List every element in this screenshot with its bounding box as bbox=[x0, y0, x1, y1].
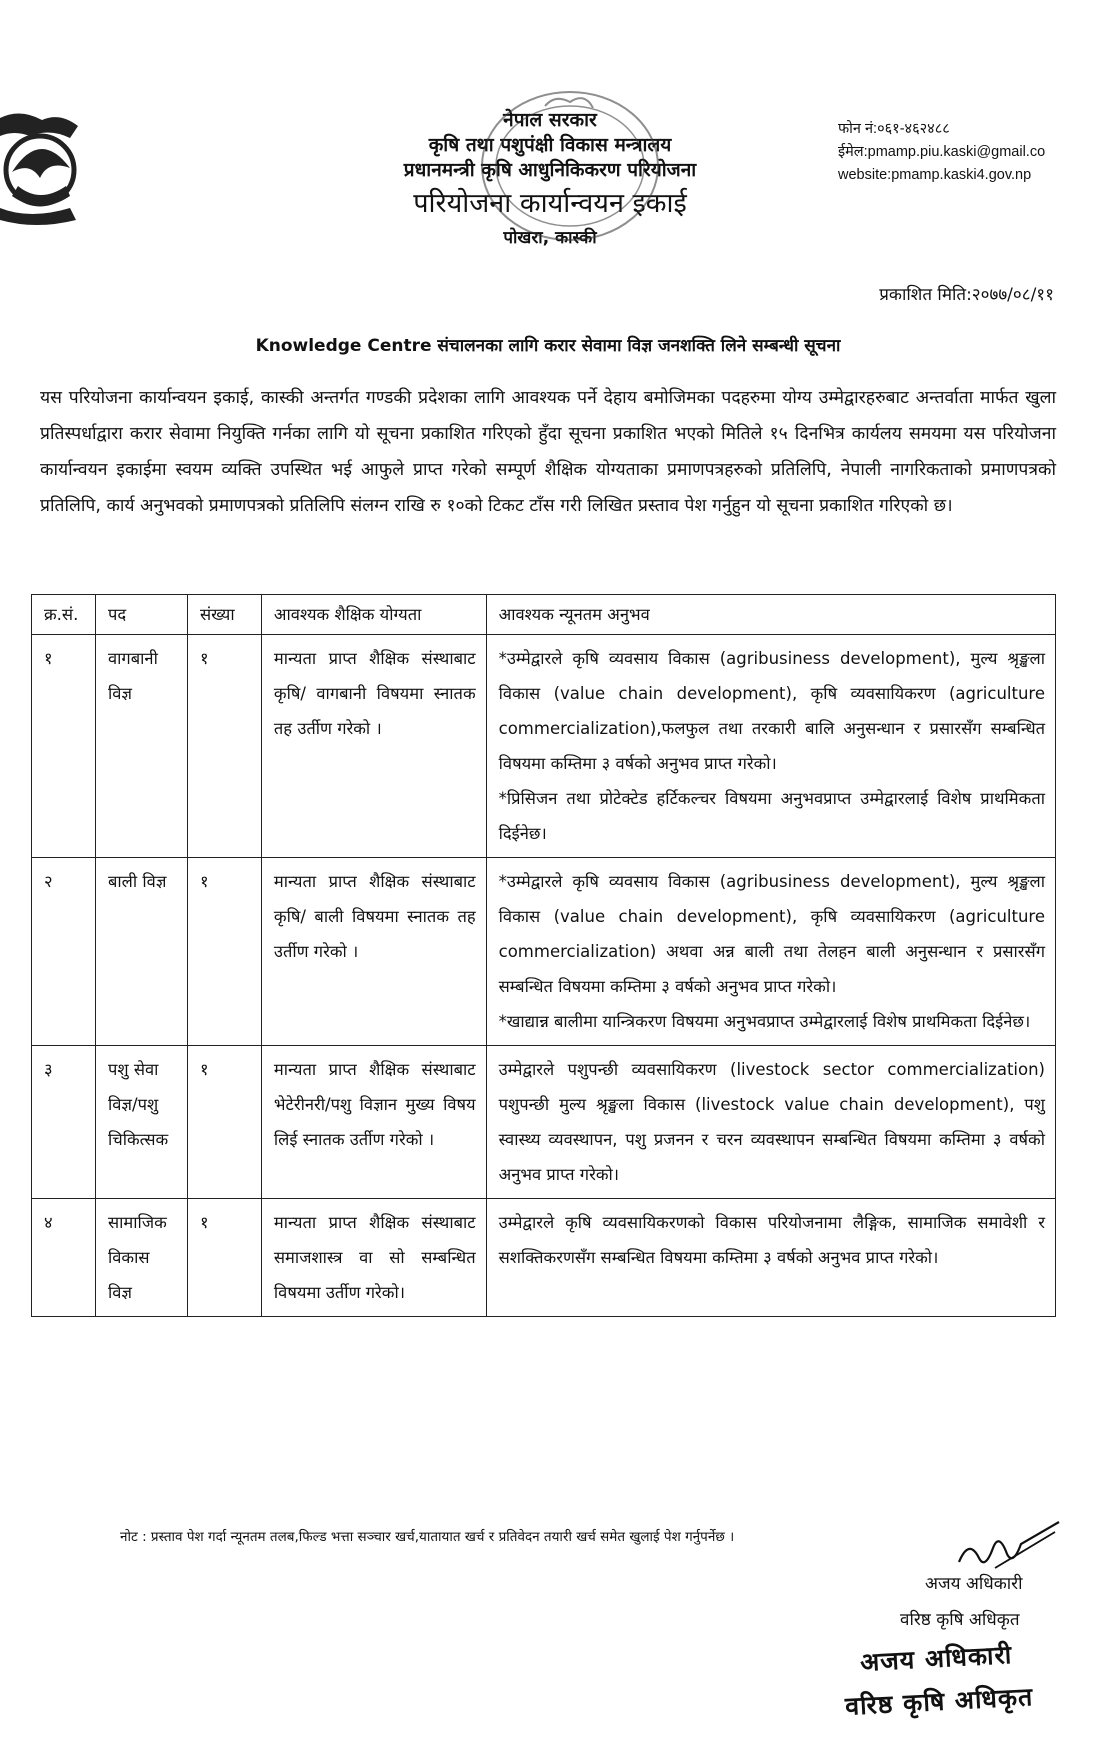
office-stamp-seal bbox=[475, 86, 665, 246]
table-row bbox=[32, 1046, 1056, 1199]
cell-sn: ३ bbox=[32, 1046, 96, 1199]
experience-note: *प्रिसिजन तथा प्रोटेक्टेड हर्टिकल्चर विषयमा अनुभवप्राप्त उम्मेद्वारलाई विशेष प्राथमिकता दिईनेछ। bbox=[498, 789, 1045, 843]
experience-note: *खाद्यान्न बालीमा यान्त्रिकरण विषयमा अनुभवप्राप्त उम्मेद्वारलाई विशेष प्राथमिकता दिईनेछ। bbox=[498, 1012, 1031, 1031]
unit-name: परियोजना कार्यान्वयन इकाई bbox=[413, 188, 687, 219]
ministry-name: कृषि तथा पशुपंक्षी विकास मन्त्रालय bbox=[428, 134, 672, 156]
published-date: प्रकाशित मिति:२०७७/०८/११ bbox=[879, 285, 1054, 305]
cell-post: बाली विज्ञ bbox=[95, 858, 187, 1046]
cell-post: सामाजिक विकास विज्ञ bbox=[95, 1199, 187, 1317]
office-location: पोखरा, कास्की bbox=[503, 228, 597, 248]
table-row bbox=[32, 635, 1056, 858]
nepal-emblem-logo bbox=[0, 108, 96, 228]
notice-intro: यस परियोजना कार्यान्वयन इकाई, कास्की अन्तर्गत गण्डकी प्रदेशका लागि आवश्यक पर्ने देहाय बमोजिमका पदहरुमा योग्य उम्मेद्वारहरुबाट अन्तर्वाता मार्फत खुला प्रतिस्पर्धाद्वारा करार सेवामा नियुक्ति गर्नका लागि यो सूचना प्रकाशित गरिएको हुँदा सूचना प्रकाशित भएको मितिले १५ दिनभित्र कार्यलय समयमा यस परियोजना कार्यान्वयन इकाईमा स्वयम व्यक्ति उपस्थित भई आफुले प्राप्त गरेको सम्पूर्ण शैक्षिक योग्यताका प्रमाणपत्रहरुको प्रतिलिपि, नेपाली नागरिकताको प्रमाणपत्रको प्रतिलिपि, कार्य अनुभवको प्रमाणपत्रको प्रतिलिपि संलग्न राखि रु १०को टिकट टाँस गरी लिखित प्रस्ताव पेश गर्नुहुन यो सूचना प्रकाशित गरिएको छ। bbox=[40, 388, 1056, 516]
table-row bbox=[32, 1199, 1056, 1317]
header-post: पद bbox=[95, 595, 187, 635]
signatory-title: वरिष्ठ कृषि अधिकृत bbox=[900, 1610, 1020, 1630]
website-address: website:pmamp.kaski4.gov.np bbox=[838, 167, 1032, 183]
contact-info bbox=[838, 118, 1096, 187]
project-name: प्रधानमन्त्री कृषि आधुनिकिकरण परियोजना bbox=[403, 159, 697, 181]
cell-post: वागबानी विज्ञ bbox=[95, 635, 187, 858]
government-name: नेपाल सरकार bbox=[503, 109, 597, 131]
table-header-row bbox=[32, 595, 1056, 635]
cell-qualification: मान्यता प्राप्त शैक्षिक संस्थाबाट भेटेरीनरी/पशु विज्ञान मुख्य विषय लिई स्नातक उर्तीण गरेको । bbox=[261, 1046, 486, 1199]
notice-title: Knowledge Centre संचालनका लागि करार सेवामा विज्ञ जनशक्ति लिने सम्बन्धी सूचना bbox=[255, 336, 841, 356]
cell-count: १ bbox=[187, 1046, 261, 1199]
cell-qualification: मान्यता प्राप्त शैक्षिक संस्थाबाट समाजशास्त्र वा सो सम्बन्धित विषयमा उर्तीण गरेको। bbox=[261, 1199, 486, 1317]
name-stamp: अजय अधिकारी bbox=[859, 1640, 1013, 1677]
handwritten-signature bbox=[955, 1518, 1065, 1574]
cell-experience bbox=[486, 1199, 1055, 1317]
cell-count: १ bbox=[187, 1199, 261, 1317]
table-row bbox=[32, 858, 1056, 1046]
phone-number: फोन नं:०६१-४६२४८८ bbox=[838, 121, 950, 137]
cell-sn: १ bbox=[32, 635, 96, 858]
footnote: नोट : प्रस्ताव पेश गर्दा न्यूनतम तलब,फिल्ड भत्ता सञ्चार खर्च,यातायात खर्च र प्रतिवेदन तयारी खर्च समेत खुलाई पेश गर्नुपर्नेछ । bbox=[120, 1529, 735, 1545]
vacancy-table bbox=[31, 594, 1056, 1317]
cell-count: १ bbox=[187, 635, 261, 858]
cell-experience bbox=[486, 1046, 1055, 1199]
header-qualification: आवश्यक शैक्षिक योग्यता bbox=[261, 595, 486, 635]
cell-qualification: मान्यता प्राप्त शैक्षिक संस्थाबाट कृषि/ वागबानी विषयमा स्नातक तह उर्तीण गरेको । bbox=[261, 635, 486, 858]
cell-qualification: मान्यता प्राप्त शैक्षिक संस्थाबाट कृषि/ बाली विषयमा स्नातक तह उर्तीण गरेको । bbox=[261, 858, 486, 1046]
signatory-name: अजय अधिकारी bbox=[925, 1574, 1023, 1594]
cell-sn: २ bbox=[32, 858, 96, 1046]
cell-experience bbox=[486, 635, 1055, 858]
cell-experience bbox=[486, 858, 1055, 1046]
cell-sn: ४ bbox=[32, 1199, 96, 1317]
header-count: संख्या bbox=[187, 595, 261, 635]
cell-count: १ bbox=[187, 858, 261, 1046]
experience-text: *उम्मेद्वारले कृषि व्यवसाय विकास (agribusiness development), मुल्य श्रृङ्खला विकास (value chain development), कृषि व्यवसायिकरण (agriculture commercialization),फलफुल तथा तरकारी बालि अनुसन्धान र प्रसारसँग सम्बन्धित विषयमा कम्तिमा ३ वर्षको अनुभव प्राप्त गरेको। bbox=[498, 649, 1045, 773]
header-sn: क्र.सं. bbox=[32, 595, 96, 635]
experience-text: उम्मेद्वारले कृषि व्यवसायिकरणको विकास परियोजनामा लैङ्गिक, सामाजिक समावेशी र सशक्तिकरणसँग सम्बन्धित विषयमा कम्तिमा ३ वर्षको अनुभव प्राप्त गरेको। bbox=[498, 1213, 1045, 1267]
title-stamp: वरिष्ठ कृषि अधिकृत bbox=[844, 1682, 1034, 1721]
experience-text: उम्मेद्वारले पशुपन्छी व्यवसायिकरण (livestock sector commercialization) पशुपन्छी मुल्य श्रृङ्खला विकास (livestock value chain development), पशु स्वास्थ्य व्यवस्थापन, पशु प्रजनन र चरन व्यवस्थापन सम्बन्धित विषयमा कम्तिमा ३ वर्षको अनुभव प्राप्त गरेको। bbox=[498, 1060, 1045, 1184]
cell-post: पशु सेवा विज्ञ/पशु चिकित्सक bbox=[95, 1046, 187, 1199]
experience-text: *उम्मेद्वारले कृषि व्यवसाय विकास (agribusiness development), मुल्य श्रृङ्खला विकास (value chain development), कृषि व्यवसायिकरण (agriculture commercialization) अथवा अन्न बाली तथा तेलहन बाली अनुसन्धान र प्रसारसँग सम्बन्धित विषयमा कम्तिमा ३ वर्षको अनुभव प्राप्त गरेको। bbox=[498, 872, 1045, 996]
header-experience: आवश्यक न्यूनतम अनुभव bbox=[486, 595, 1055, 635]
email-address: ईमेल:pmamp.piu.kaski@gmail.co bbox=[838, 144, 1046, 160]
